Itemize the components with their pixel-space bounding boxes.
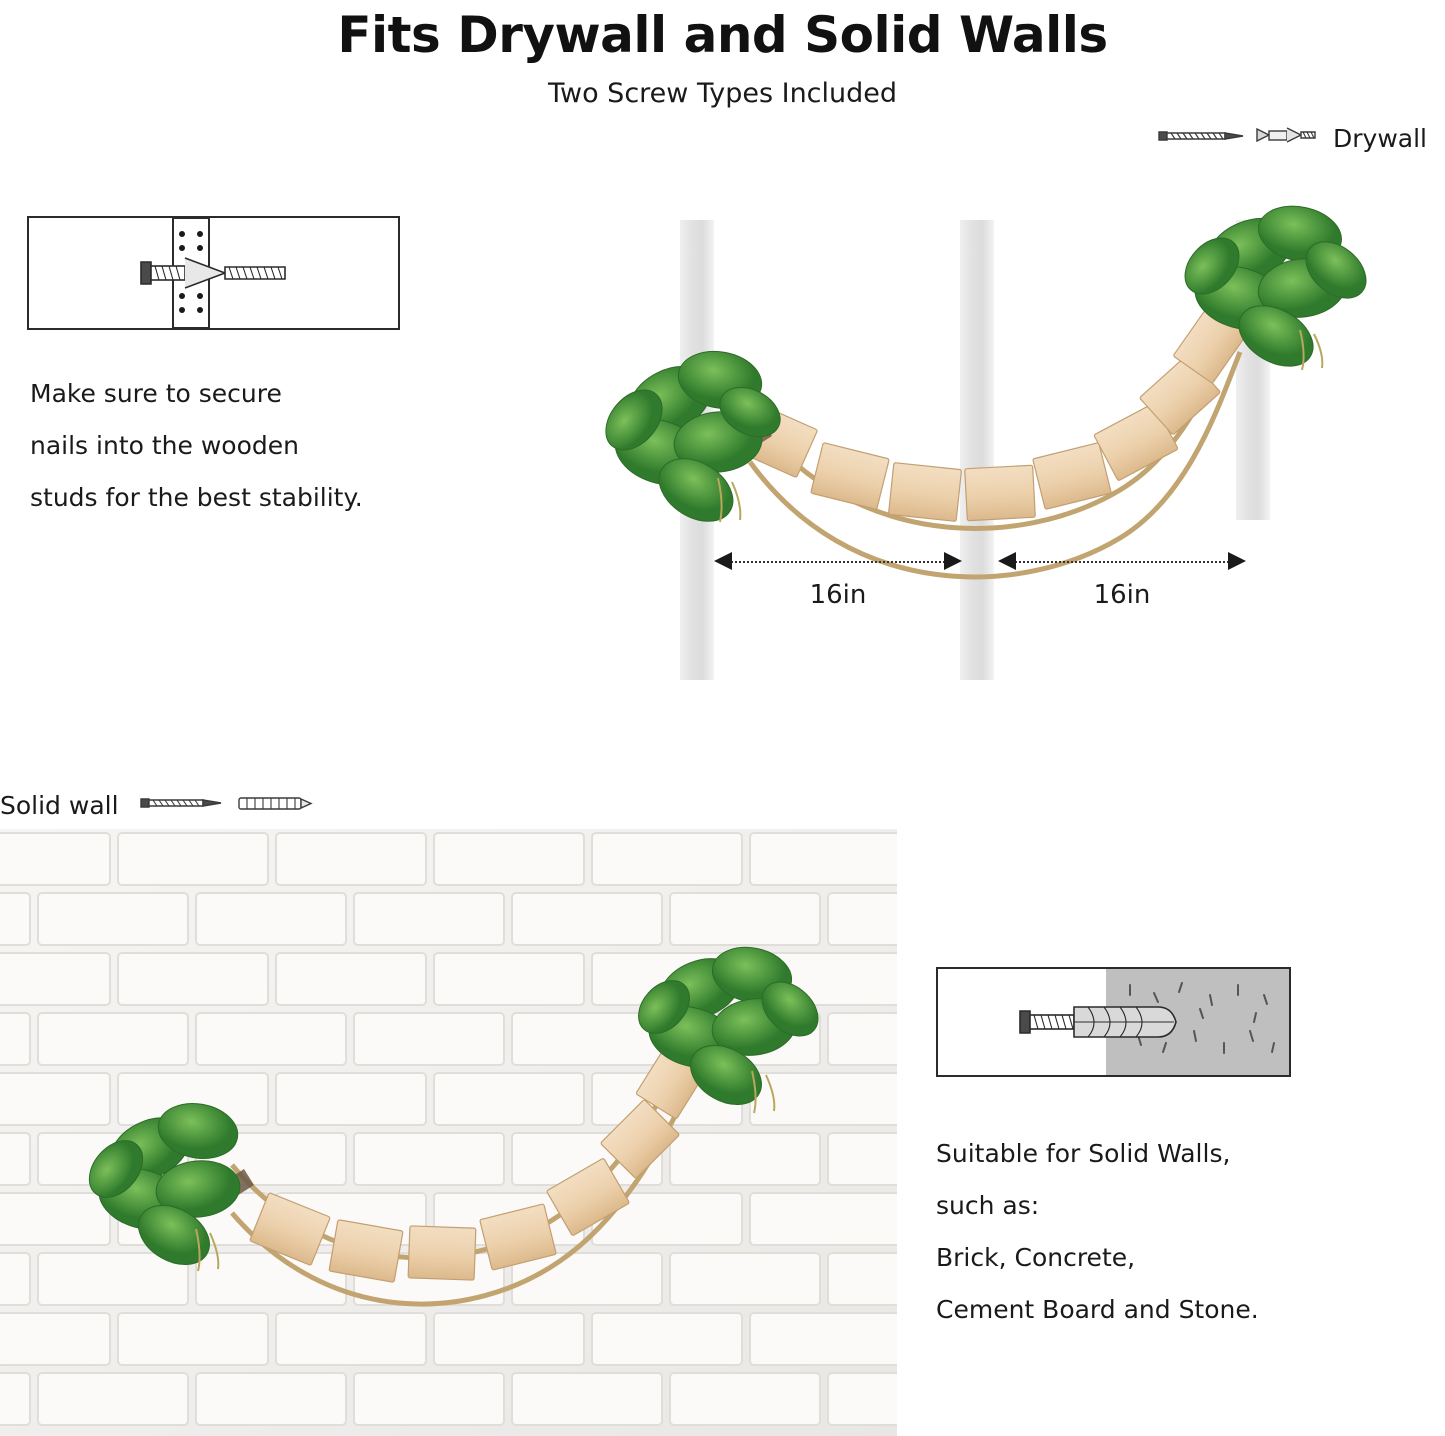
solid-wall-anchor-diagram bbox=[936, 967, 1291, 1077]
drywall-legend-label: Drywall bbox=[1333, 123, 1427, 153]
drywall-anchor-illustration bbox=[29, 218, 398, 328]
drywall-anchor-diagram bbox=[27, 216, 400, 330]
screw-icon bbox=[137, 790, 225, 820]
wall-plug-icon bbox=[235, 790, 313, 820]
solid-anchor-illustration bbox=[938, 969, 1289, 1075]
drywall-note-line-3: studs for the best stability. bbox=[30, 483, 363, 512]
brick-wall-photo bbox=[0, 829, 897, 1436]
drywall-note-line-1: Make sure to secure bbox=[30, 379, 282, 408]
solid-wall-note-line-4: Cement Board and Stone. bbox=[936, 1295, 1259, 1324]
screw-icon bbox=[1155, 123, 1247, 153]
rope-bridge-illustration bbox=[600, 190, 1445, 690]
stud-measure-1 bbox=[714, 560, 962, 562]
stud-measure-2 bbox=[998, 560, 1246, 562]
brick-wall-illustration bbox=[0, 829, 897, 1436]
solid-wall-legend-label: Solid wall bbox=[0, 790, 119, 820]
drywall-legend bbox=[1155, 122, 1427, 154]
stud-measure-1-label: 16in bbox=[809, 580, 867, 610]
plant-left bbox=[600, 345, 789, 534]
solid-wall-legend bbox=[0, 790, 313, 820]
drywall-note bbox=[30, 368, 450, 524]
stud-spacing-illustration bbox=[600, 190, 1445, 690]
solid-wall-note-line-3: Brick, Concrete, bbox=[936, 1243, 1136, 1272]
drywall-note-line-2: nails into the wooden bbox=[30, 431, 299, 460]
solid-wall-note-line-1: Suitable for Solid Walls, bbox=[936, 1139, 1231, 1168]
page-title: Fits Drywall and Solid Walls bbox=[337, 6, 1108, 64]
solid-wall-note bbox=[936, 1128, 1416, 1336]
page-subtitle: Two Screw Types Included bbox=[547, 78, 898, 109]
stud-measure-2-label: 16in bbox=[1093, 580, 1151, 610]
solid-wall-note-line-2: such as: bbox=[936, 1191, 1040, 1220]
toggle-anchor-icon bbox=[1255, 122, 1319, 154]
